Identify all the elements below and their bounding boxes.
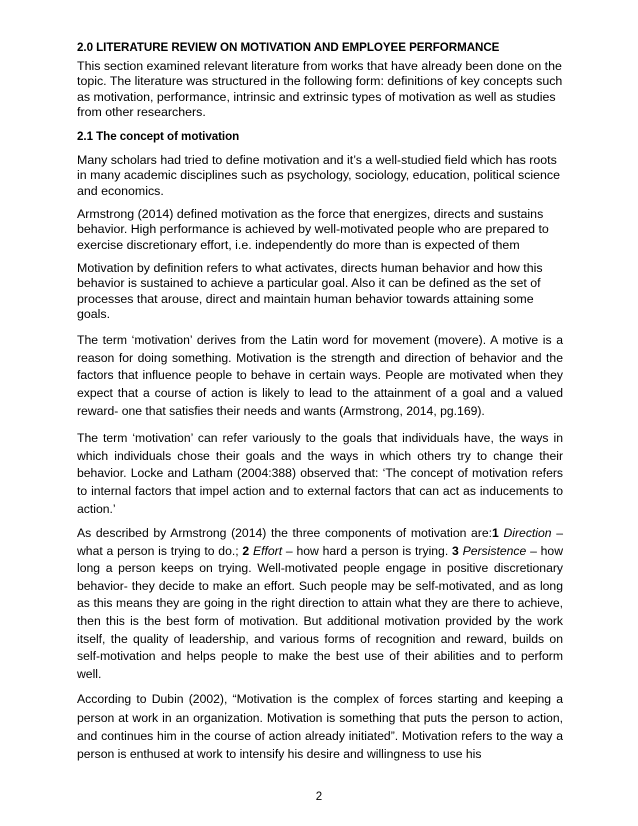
section-heading: 2.0 LITERATURE REVIEW ON MOTIVATION AND EMPLOYEE PERFORMANCE [77, 41, 500, 54]
paragraph-latin-origin: The term ‘motivation’ derives from the Latin word for movement (movere). A motive is a reason for doing something. Motivation is the strength and direction of behavior and the factors that influence people to behave in certain ways. People are motivated when they expect that a course of action is likely to lead to the attainment of a goal and a valued reward‐ one that satisfies their needs and wants (Armstrong, 2014, pg.169). [77, 333, 563, 418]
component-number-3: 3 [452, 543, 459, 558]
component-number-2: 2 [242, 543, 250, 558]
paragraph-scholars: Many scholars had tried to define motivation and it’s a well-studied field which has roots in many academic disciplines such as psychology, sociology, education, political science and economics. [77, 153, 561, 198]
component-direction: Direction [503, 526, 552, 541]
components-intro: As described by Armstrong (2014) the three components of motivation are: [77, 526, 493, 541]
paragraph-armstrong-definition: Armstrong (2014) defined motivation as the force that energizes, directs and sustains behavior. High performance is achieved by well-motivated people who are prepared to exercise discretionary effort, i.e. independently do more than is expected of them [77, 207, 549, 252]
components-text-2: – what a person is trying to do.; [77, 526, 563, 558]
paragraph-goals: The term ‘motivation’ can refer variously to the goals that individuals have, the ways in which individuals chose their goals and the ways in which others try to change their behavior. Locke and Latham (2004:388) observed that: ‘The concept of motivation refers to internal factors that impel action and to external factors that can act as inducements to action.’ [77, 431, 563, 516]
components-text-3: – how hard a person is trying. [282, 543, 453, 558]
component-effort: Effort [253, 543, 283, 558]
document-page [77, 40, 563, 763]
component-persistence: Persistence [462, 543, 527, 558]
intro-paragraph: This section examined relevant literature from works that have already been done on the topic. The literature was structured in the following form: definitions of key concepts such as motivation, performance, intrinsic and extrinsic types of motivation as well as studies from other researchers. [77, 59, 563, 119]
paragraph-definition: Motivation by definition refers to what activates, directs human behavior and how this behavior is sustained to achieve a particular goal. Also it can be defined as the set of processes that arouse, direct and maintain human behavior towards attaining some goals. [77, 260, 543, 321]
component-number-1: 1 [492, 526, 499, 541]
paragraph-components [77, 525, 563, 683]
page-number: 2 [315, 791, 323, 803]
components-text-4: – how long a person keeps on trying. Well-motivated people engage in positive discretionary behavior‐ they decide to make an effort. Such people may be self-motivated, and as long as this means they are going in the right direction to attain what they are there to achieve, then this is the best form of motivation. But additional motivation provided by the work itself, the quality of leadership, and various forms of recognition and reward, builds on self-motivation and helps people to make the best use of their abilities and to perform well. [77, 543, 563, 681]
paragraph-dubin: According to Dubin (2002), “Motivation is the complex of forces starting and keeping a person at work in an organization. Motivation is something that puts the person to action, and continues him in the course of action already initiated”. Motivation refers to the way a person is enthused at work to intensify his desire and willingness to use his [77, 692, 563, 762]
subsection-heading: 2.1 The concept of motivation [77, 130, 240, 144]
